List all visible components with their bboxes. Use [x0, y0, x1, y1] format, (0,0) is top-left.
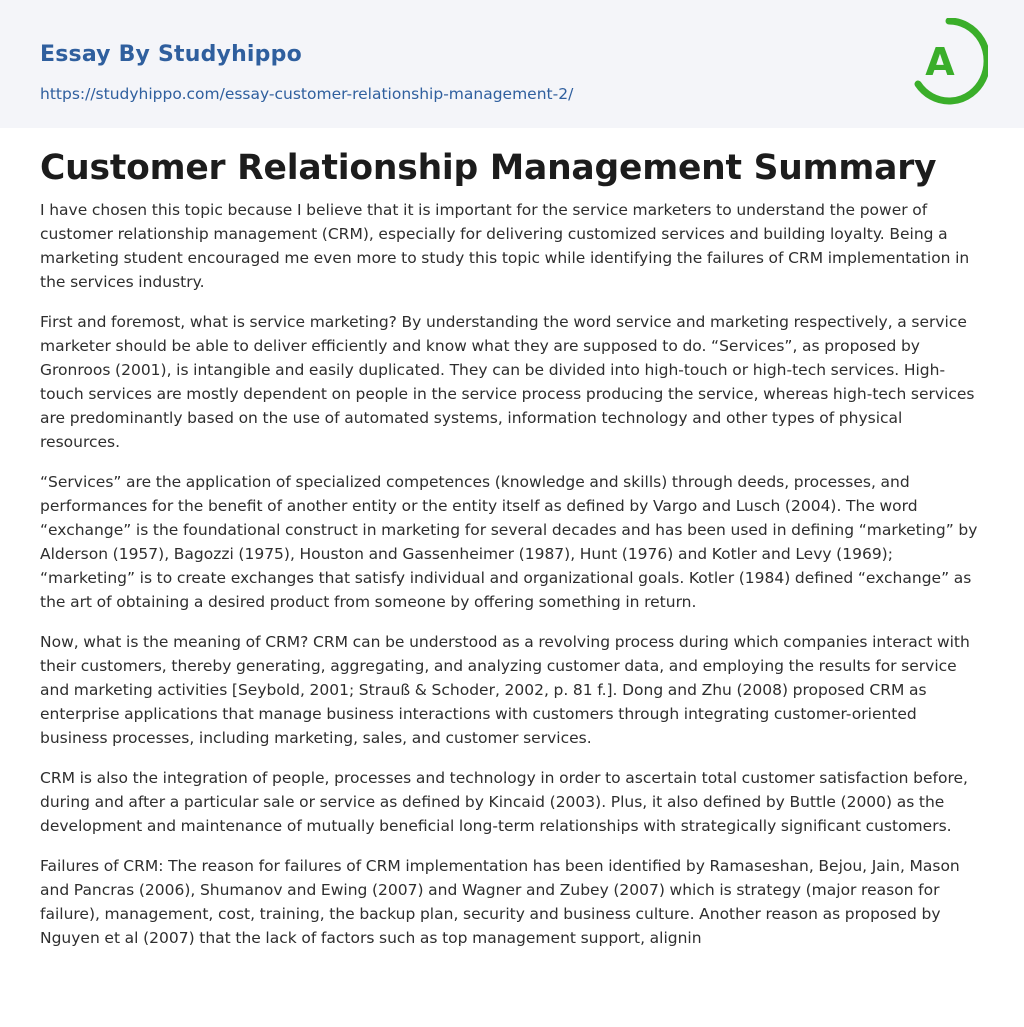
- logo-letter: A: [925, 40, 955, 84]
- site-header: [0, 0, 1024, 128]
- paragraph-4: Now, what is the meaning of CRM? CRM can be understood as a revolving process during which companies interact with their customers, thereby generating, aggregating, and analyzing customer data, and employing the results for service and marketing activities [Seybold, 2001; Strauß & Schoder, 2002, p. 81 f.]. Dong and Zhu (2008) proposed CRM as enterprise applications that manage business interactions with customers through integrating customer-oriented business processes, including marketing, sales, and customer services.: [40, 633, 970, 747]
- paragraph-1: I have chosen this topic because I believe that it is important for the service marketers to understand the power of customer relationship management (CRM), especially for delivering customized services and building loyalty. Being a marketing student encouraged me even more to study this topic while identifying the failures of CRM implementation in the services industry.: [40, 201, 970, 291]
- paragraph-2: First and foremost, what is service marketing? By understanding the word service and marketing respectively, a service marketer should be able to deliver efficiently and know what they are supposed to do. “Services”, as proposed by Gronroos (2001), is intangible and easily duplicated. They can be divided into high-touch or high-tech services. High-touch services are mostly dependent on people in the service process producing the service, whereas high-tech services are predominantly based on the use of automated systems, information technology and other types of physical resources.: [40, 313, 975, 451]
- page-title: Customer Relationship Management Summary: [40, 148, 937, 188]
- paragraph-6: Failures of CRM: The reason for failures of CRM implementation has been identified by Ramaseshan, Bejou, Jain, Mason and Pancras (2006), Shumanov and Ewing (2007) and Wagner and Zubey (2007) which is strategy (major reason for failure), management, cost, training, the backup plan, security and business culture. Another reason as proposed by Nguyen et al (2007) that the lack of factors such as top management support, alignin: [40, 857, 960, 947]
- paragraph-5: CRM is also the integration of people, processes and technology in order to ascertain total customer satisfaction before, during and after a particular sale or service as defined by Kincaid (2003). Plus, it also defined by Buttle (2000) as the development and maintenance of mutually beneficial long-term relationships with strategically significant customers.: [40, 769, 968, 835]
- studyhippo-logo-icon[interactable]: [910, 18, 988, 106]
- site-brand[interactable]: Essay By Studyhippo: [40, 42, 302, 67]
- article: [0, 128, 1024, 950]
- essay-url-link[interactable]: https://studyhippo.com/essay-customer-relationship-management-2/: [40, 85, 574, 103]
- paragraph-3: “Services” are the application of specialized competences (knowledge and skills) through deeds, processes, and performances for the benefit of another entity or the entity itself as defined by Vargo and Lusch (2004). The word “exchange” is the foundational construct in marketing for several decades and has been used in defining “marketing” by Alderson (1957), Bagozzi (1975), Houston and Gassenheimer (1987), Hunt (1976) and Kotler and Levy (1969); “marketing” is to create exchanges that satisfy individual and organizational goals. Kotler (1984) defined “exchange” as the art of obtaining a desired product from someone by offering something in return.: [40, 473, 978, 611]
